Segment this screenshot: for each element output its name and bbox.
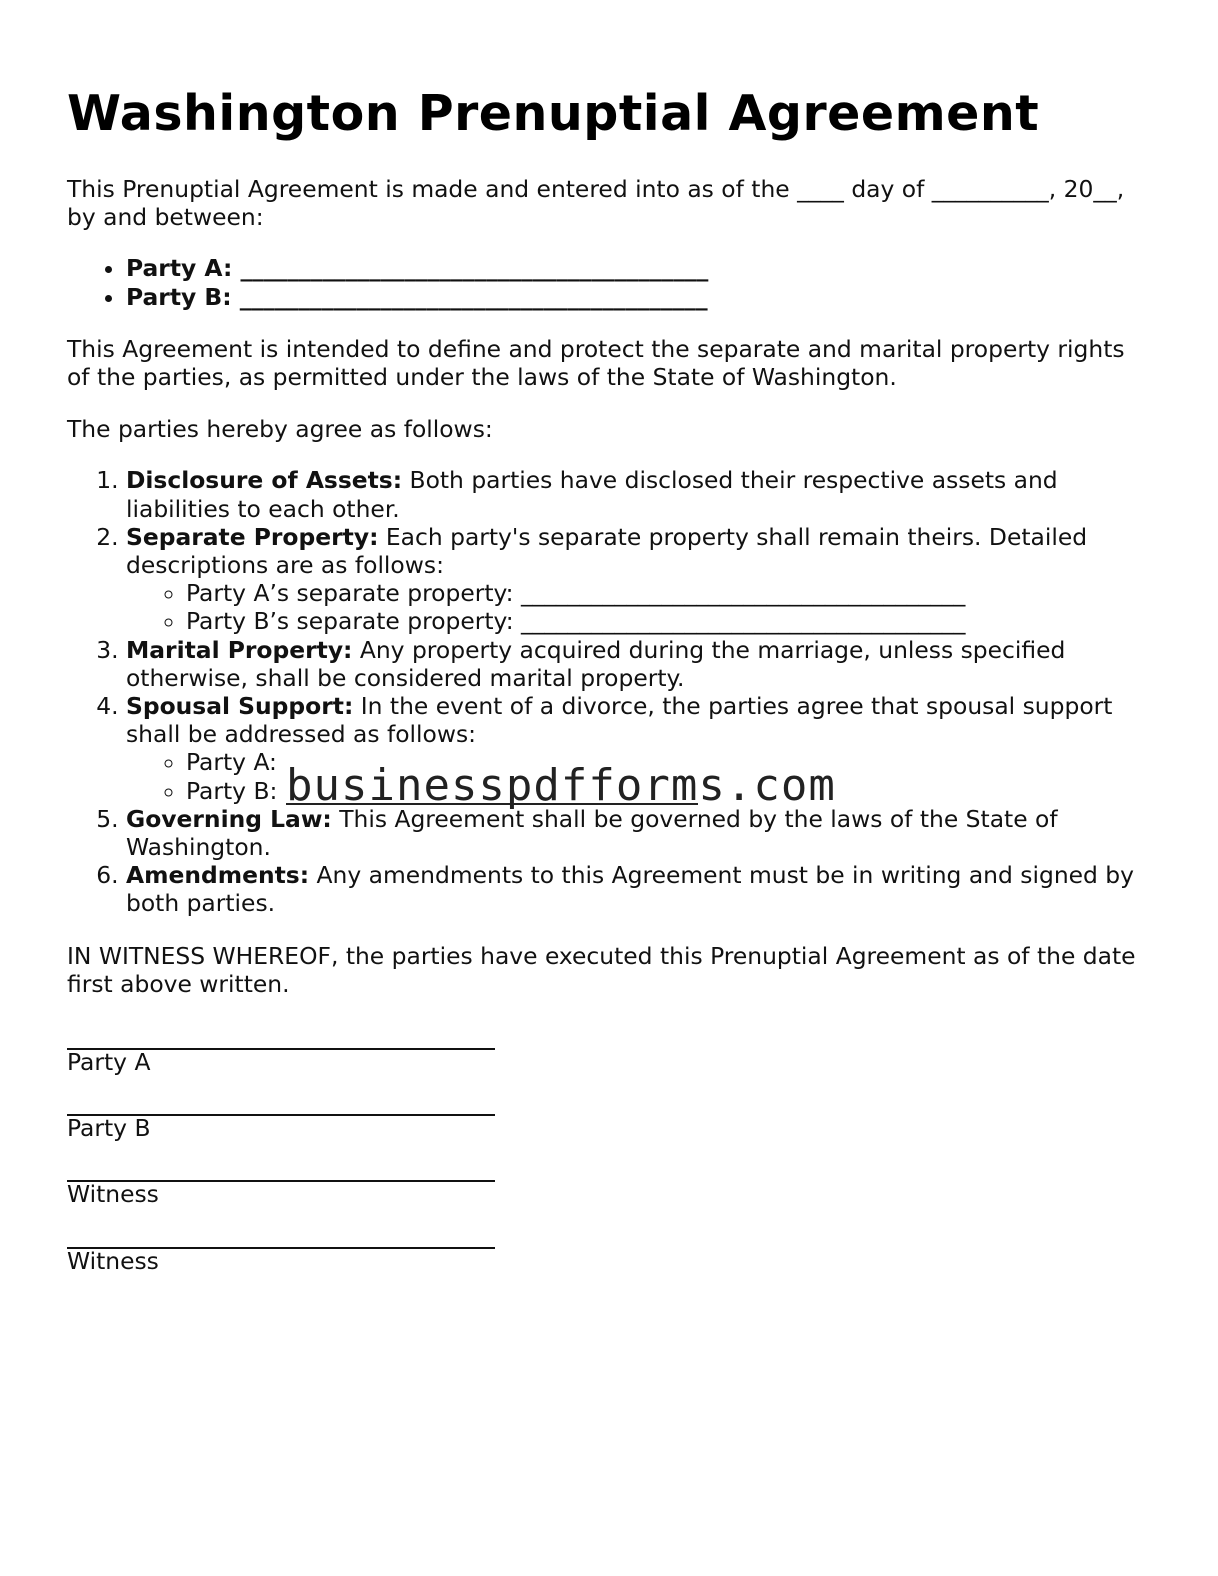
terms-list <box>67 466 1152 917</box>
party-b-label: Party B: <box>126 282 232 311</box>
term-marital-property <box>126 636 1152 692</box>
purpose-paragraph: This Agreement is intended to define and protect the separate and marital property rights of the parties, as permitted under the laws of the State of Washington. <box>67 334 1125 392</box>
page-title: Washington Prenuptial Agreement <box>67 85 1040 142</box>
witness-clause: IN WITNESS WHEREOF, the parties have executed this Prenuptial Agreement as of the date first above written. <box>67 941 1136 998</box>
term-text: In the event of a divorce, the parties agree that spousal support shall be addressed as follows: <box>126 692 1113 749</box>
signature-party-b <box>67 1100 1152 1142</box>
signature-label: Party A <box>67 1048 151 1077</box>
term-heading: Marital Property: <box>126 635 353 664</box>
party-b-blank: ________________________________________ <box>239 282 708 311</box>
party-a-blank: ________________________________________ <box>240 254 709 283</box>
signature-party-a <box>67 1034 1152 1076</box>
document-page <box>67 82 1152 1275</box>
parties-list <box>67 254 1152 310</box>
term-text: Any amendments to this Agreement must be in writing and signed by both parties. <box>126 861 1135 918</box>
term-text: This Agreement shall be governed by the laws of the State of Washington. <box>126 804 1058 862</box>
separate-property-list <box>126 579 1152 635</box>
party-b-support: ◦ Party B: <box>186 777 1152 805</box>
term-text: Any property acquired during the marriage, unless specified otherwise, shall be considered marital property. <box>126 635 1066 692</box>
watermark: businesspdfforms.com <box>286 760 836 811</box>
party-b-separate-property: ◦ Party B’s separate property: ______________________________________ <box>186 607 1152 635</box>
term-heading: Amendments: <box>126 861 310 890</box>
term-governing-law <box>126 805 1152 861</box>
intro-line-1: This Prenuptial Agreement is made and entered into as of the ____ day of __________, 20__, <box>67 175 1125 203</box>
party-a-support: ◦ Party A: <box>186 748 1152 776</box>
party-a-separate-property: ◦ Party A’s separate property: ______________________________________ <box>186 579 1152 607</box>
signature-label: Party B <box>67 1114 151 1143</box>
signature-label: Witness <box>67 1180 159 1209</box>
intro-line-2: by and between: <box>67 203 264 232</box>
party-b-item <box>126 283 1152 311</box>
party-a-label: Party A: <box>126 254 233 283</box>
signature-label: Witness <box>67 1246 159 1275</box>
term-heading: Separate Property: <box>126 522 379 551</box>
intro-paragraph <box>67 175 1152 231</box>
agree-intro: The parties hereby agree as follows: <box>67 415 493 444</box>
watermark-underline <box>286 803 698 805</box>
term-heading: Spousal Support: <box>126 692 354 721</box>
signature-section <box>67 1034 1152 1275</box>
signature-witness-2 <box>67 1233 1152 1275</box>
term-heading: Governing Law: <box>126 804 332 833</box>
term-amendments <box>126 861 1152 917</box>
term-disclosure <box>126 466 1152 522</box>
signature-witness-1 <box>67 1166 1152 1208</box>
party-a-item <box>126 254 1152 282</box>
term-separate-property <box>126 523 1152 636</box>
term-text: Both parties have disclosed their respective assets and liabilities to each other. <box>126 466 1058 523</box>
term-text: Each party's separate property shall remain theirs. Detailed descriptions are as follows: <box>126 522 1088 580</box>
term-heading: Disclosure of Assets: <box>126 466 403 495</box>
